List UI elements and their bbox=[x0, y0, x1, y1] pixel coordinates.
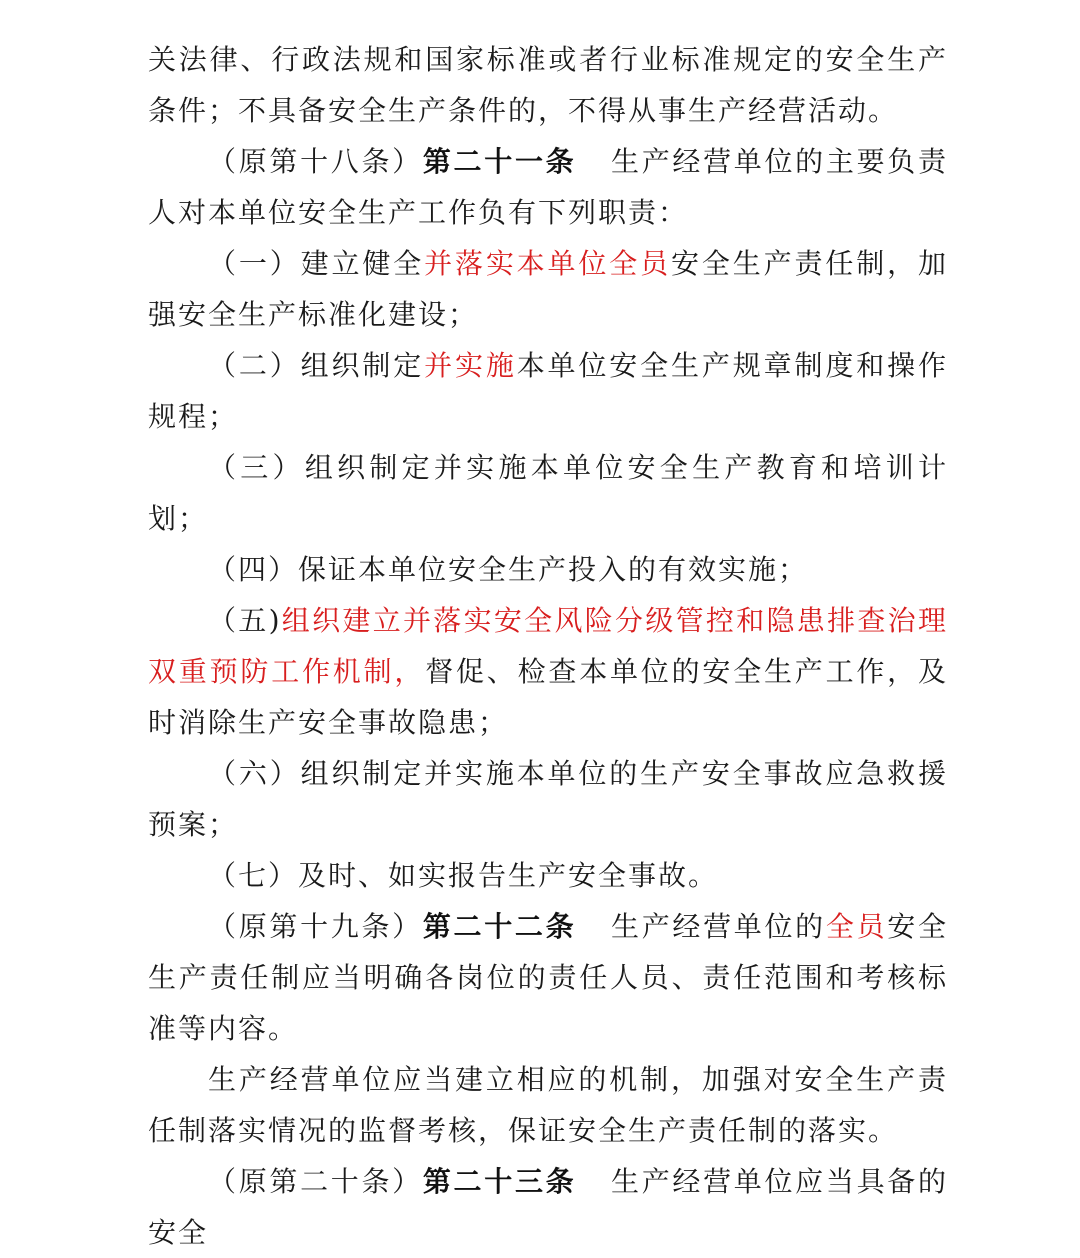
paragraph-text: 生产经营单位应当建立相应的机制，加强对安全生产责任制落实情况的监督考核，保证安全生产责任制的落实。 bbox=[148, 1063, 948, 1147]
item-tail: 本单位安全生产规章制度和操作规程； bbox=[148, 349, 948, 433]
duty-item-4 bbox=[148, 544, 948, 595]
document-page bbox=[148, 34, 948, 1258]
article-23 bbox=[148, 1156, 948, 1258]
article-21 bbox=[148, 136, 948, 238]
duty-item-1 bbox=[148, 238, 948, 340]
article-tail: 安全生产责任制应当明确各岗位的责任人员、责任范围和考核标准等内容。 bbox=[148, 910, 948, 1045]
article-number: 第二十一条 bbox=[422, 145, 577, 178]
item-text: （四）保证本单位安全生产投入的有效实施； bbox=[208, 553, 809, 586]
paragraph-text: 关法律、行政法规和国家标准或者行业标准规定的安全生产条件；不具备安全生产条件的，不得从事生产经营活动。 bbox=[148, 43, 948, 127]
item-text: （六）组织制定并实施本单位的生产安全事故应急救援预案； bbox=[148, 757, 948, 841]
amended-text: 并落实本单位全员 bbox=[424, 247, 672, 280]
item-lead: （一）建立健全 bbox=[208, 247, 425, 280]
item-tail: 督促、检查本单位的安全生产工作，及时消除生产安全事故隐患； bbox=[148, 655, 948, 739]
duty-item-5 bbox=[148, 595, 948, 748]
article-lead: 生产经营单位的 bbox=[610, 910, 826, 943]
article-number: 第二十二条 bbox=[422, 910, 577, 943]
duty-item-6 bbox=[148, 748, 948, 850]
original-article-ref: （原第十九条） bbox=[208, 910, 423, 943]
paragraph-continuation bbox=[148, 34, 948, 136]
original-article-ref: （原第二十条） bbox=[208, 1165, 423, 1198]
amended-text: 并实施 bbox=[424, 349, 517, 382]
item-lead: （五) bbox=[208, 604, 282, 637]
duty-item-3 bbox=[148, 442, 948, 544]
item-tail: 安全生产责任制，加强安全生产标准化建设； bbox=[148, 247, 948, 331]
article-text: 生产经营单位应当具备的安全 bbox=[148, 1165, 948, 1249]
article-22 bbox=[148, 901, 948, 1054]
item-lead: （二）组织制定 bbox=[208, 349, 425, 382]
amended-text: 全员 bbox=[825, 910, 888, 943]
item-text: （七）及时、如实报告生产安全事故。 bbox=[208, 859, 719, 892]
article-text: 生产经营单位的主要负责人对本单位安全生产工作负有下列职责： bbox=[148, 145, 948, 229]
article-22-paragraph-2 bbox=[148, 1054, 948, 1156]
original-article-ref: （原第十八条） bbox=[208, 145, 423, 178]
duty-item-2 bbox=[148, 340, 948, 442]
duty-item-7 bbox=[148, 850, 948, 901]
amended-text: 组织建立并落实安全风险分级管控和隐患排查治理双重预防工作机制， bbox=[148, 604, 948, 688]
item-text: （三）组织制定并实施本单位安全生产教育和培训计划； bbox=[148, 451, 948, 535]
article-number: 第二十三条 bbox=[422, 1165, 577, 1198]
